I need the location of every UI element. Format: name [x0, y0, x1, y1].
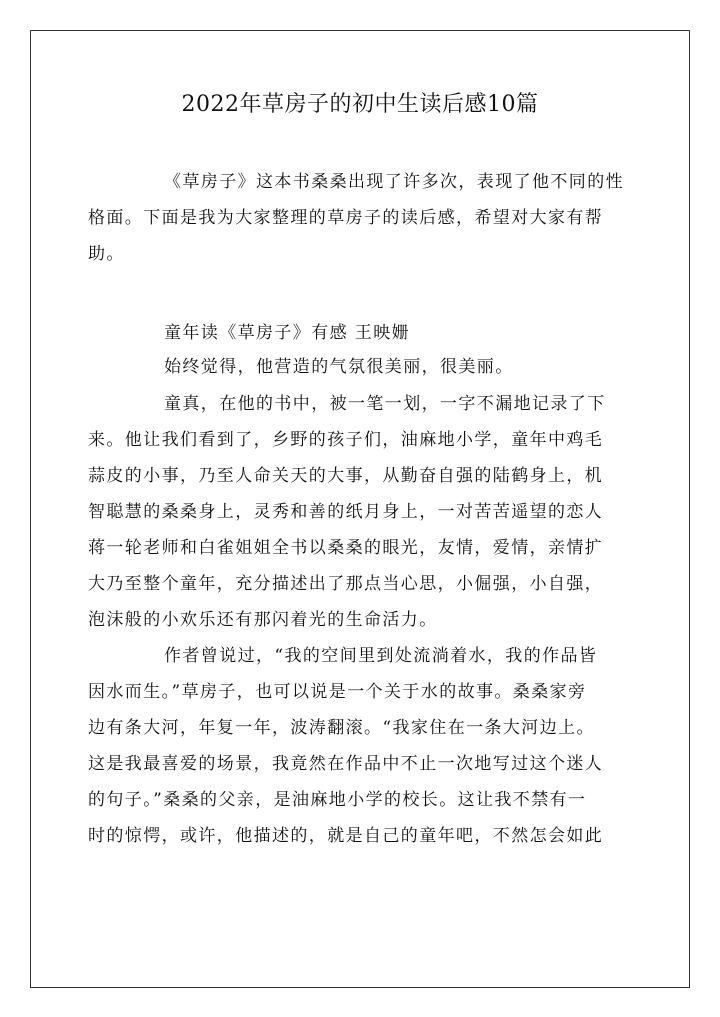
paragraph-line: 这是我最喜爱的场景，我竟然在作品中不止一次地写过这个迷人	[88, 754, 604, 774]
document-title: 2022年草房子的初中生读后感10篇	[181, 92, 539, 117]
paragraph-line: 泡沫般的小欢乐还有那闪着光的生命活力。	[88, 610, 438, 630]
paragraph-line: 助。	[88, 244, 125, 264]
paragraph-line: 蒋一轮老师和白雀姐姐全书以桑桑的眼光，友情，爱情，亲情扩	[88, 538, 604, 558]
paragraph-line: 始终觉得，他营造的气氛很美丽，很美丽。	[164, 357, 514, 377]
paragraph-line: 来。他让我们看到了，乡野的孩子们，油麻地小学，童年中鸡毛	[88, 430, 604, 450]
paragraph-line: 智聪慧的桑桑身上，灵秀和善的纸月身上，一对苦苦遥望的恋人	[88, 502, 604, 522]
paragraph-line: 童真，在他的书中，被一笔一划，一字不漏地记录了下	[164, 394, 606, 414]
paragraph-line: 时的惊愕，或许，他描述的，就是自己的童年吧，不然怎会如此	[88, 826, 604, 846]
paragraph-line: 格面。下面是我为大家整理的草房子的读后感，希望对大家有帮	[88, 208, 604, 228]
section-heading: 童年读《草房子》有感 王映姗	[164, 323, 411, 343]
paragraph-line: 作者曾说过，“我的空间里到处流淌着水，我的作品皆	[164, 646, 598, 666]
paragraph-line: 大乃至整个童年，充分描述出了那点当心思，小倔强，小自强，	[88, 574, 604, 594]
paragraph-line: 因水而生。”草房子，也可以说是一个关于水的故事。桑桑家旁	[88, 682, 587, 702]
paragraph-line: 《草房子》这本书桑桑出现了许多次，表现了他不同的性	[164, 172, 624, 192]
paragraph-line: 蒜皮的小事，乃至人命关天的大事，从勤奋自强的陆鹤身上，机	[88, 466, 604, 486]
paragraph-line: 边有条大河，年复一年，波涛翻滚。“我家住在一条大河边上。	[88, 718, 595, 738]
paragraph-line: 的句子。”桑桑的父亲，是油麻地小学的校长。这让我不禁有一	[88, 790, 587, 810]
